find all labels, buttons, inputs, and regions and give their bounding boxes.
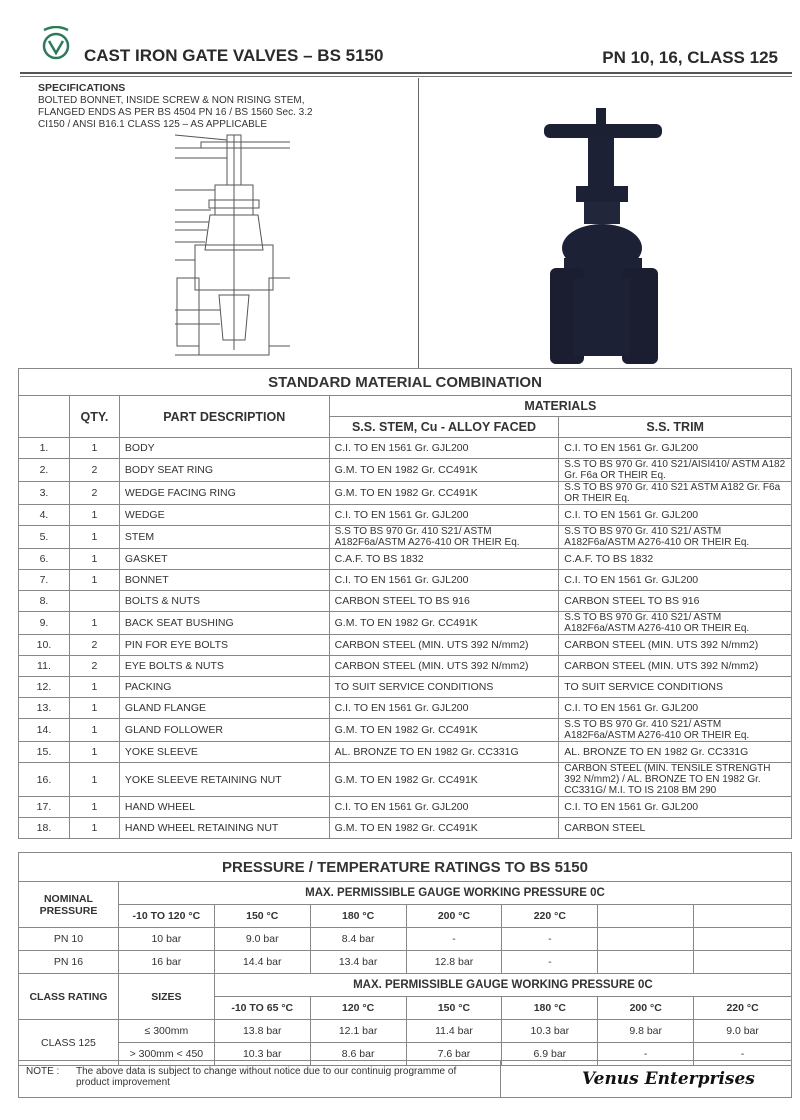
class-value: 9.8 bar <box>598 1020 694 1043</box>
row-ss-trim: C.I. TO EN 1561 Gr. GJL200 <box>559 570 792 591</box>
class-name: CLASS 125 <box>19 1020 119 1066</box>
class-size: > 300mm < 450 <box>118 1043 214 1066</box>
row-number: 7. <box>19 570 70 591</box>
row-qty: 1 <box>69 612 119 635</box>
row-qty: 1 <box>69 818 119 839</box>
row-qty: 1 <box>69 677 119 698</box>
valve-section-drawing <box>165 130 290 365</box>
row-part: GLAND FLANGE <box>119 698 329 719</box>
row-part: WEDGE <box>119 505 329 526</box>
class-temperature-header: 120 °C <box>310 997 406 1020</box>
table-row <box>19 742 792 763</box>
class-value: 11.4 bar <box>406 1020 502 1043</box>
row-qty: 1 <box>69 505 119 526</box>
row-ss-trim: TO SUIT SERVICE CONDITIONS <box>559 677 792 698</box>
row-qty: 2 <box>69 656 119 677</box>
class-value: 12.1 bar <box>310 1020 406 1043</box>
spec-line: BOLTED BONNET, INSIDE SCREW & NON RISING STEM, <box>38 95 305 106</box>
pn-name: PN 16 <box>19 951 119 974</box>
pn-row <box>19 928 792 951</box>
row-ss-trim: S.S TO BS 970 Gr. 410 S21/AISI410/ ASTM A182 Gr. F6a OR THEIR Eq. <box>559 459 792 482</box>
row-ss-stem: G.M. TO EN 1982 Gr. CC491K <box>329 818 559 839</box>
row-number: 2. <box>19 459 70 482</box>
row-ss-stem: CARBON STEEL (MIN. UTS 392 N/mm2) <box>329 656 559 677</box>
class-size: ≤ 300mm <box>118 1020 214 1043</box>
row-ss-trim: C.I. TO EN 1561 Gr. GJL200 <box>559 438 792 459</box>
pn-value: 14.4 bar <box>214 951 310 974</box>
class-value: 10.3 bar <box>502 1020 598 1043</box>
row-part: HAND WHEEL <box>119 797 329 818</box>
table-row <box>19 482 792 505</box>
row-part: GASKET <box>119 549 329 570</box>
row-ss-trim: S.S TO BS 970 Gr. 410 S21/ ASTM A182F6a/ASTM A276-410 OR THEIR Eq. <box>559 526 792 549</box>
materials-header: MATERIALS <box>329 396 791 417</box>
row-qty: 1 <box>69 719 119 742</box>
row-ss-trim: CARBON STEEL (MIN. UTS 392 N/mm2) <box>559 656 792 677</box>
page-title: CAST IRON GATE VALVES – BS 5150 <box>84 46 384 65</box>
header-divider-thin <box>20 76 792 77</box>
class-value: 8.6 bar <box>310 1043 406 1066</box>
vertical-divider <box>418 78 419 368</box>
class-temperature-header: 220 °C <box>694 997 792 1020</box>
class-value: 13.8 bar <box>214 1020 310 1043</box>
row-ss-trim: CARBON STEEL (MIN. TENSILE STRENGTH 392 N/mm2) / AL. BRONZE TO EN 1982 Gr. CC331G/ M.I. TO IS 2108 BM 290 <box>559 763 792 797</box>
pn-temperature-header: 180 °C <box>310 905 406 928</box>
empty-cell <box>694 951 792 974</box>
row-number: 14. <box>19 719 70 742</box>
table-row <box>19 549 792 570</box>
class-value: - <box>694 1043 792 1066</box>
header-divider <box>20 72 792 74</box>
row-part: EYE BOLTS & NUTS <box>119 656 329 677</box>
row-ss-stem: S.S TO BS 970 Gr. 410 S21/ ASTM A182F6a/ASTM A276-410 OR THEIR Eq. <box>329 526 559 549</box>
class-temperature-header: 150 °C <box>406 997 502 1020</box>
row-number: 5. <box>19 526 70 549</box>
row-part: PACKING <box>119 677 329 698</box>
table-row <box>19 719 792 742</box>
pressure-temperature-table <box>18 852 792 1066</box>
pn-rows <box>19 928 792 974</box>
table-row <box>19 612 792 635</box>
row-number: 6. <box>19 549 70 570</box>
note-divider <box>500 1060 501 1098</box>
table-row <box>19 526 792 549</box>
ss-stem-header: S.S. STEM, Cu - ALLOY FACED <box>329 417 559 438</box>
row-ss-trim: CARBON STEEL (MIN. UTS 392 N/mm2) <box>559 635 792 656</box>
sizes-header: SIZES <box>118 974 214 1020</box>
row-ss-stem: C.I. TO EN 1561 Gr. GJL200 <box>329 505 559 526</box>
row-number: 8. <box>19 591 70 612</box>
pressure-class-heading: PN 10, 16, CLASS 125 <box>602 48 778 67</box>
row-qty: 2 <box>69 482 119 505</box>
row-number: 17. <box>19 797 70 818</box>
table-row <box>19 591 792 612</box>
row-ss-stem: C.A.F. TO BS 1832 <box>329 549 559 570</box>
pn-temperature-header: 220 °C <box>502 905 598 928</box>
class-rows <box>19 1020 792 1066</box>
row-part: BODY <box>119 438 329 459</box>
pn-value: 9.0 bar <box>214 928 310 951</box>
class-max-pressure-header: MAX. PERMISSIBLE GAUGE WORKING PRESSURE 0C <box>214 974 791 997</box>
spec-line: CI150 / ANSI B16.1 CLASS 125 – AS APPLICABLE <box>38 119 268 130</box>
material-combination-table <box>18 368 792 839</box>
specifications-heading: SPECIFICATIONS <box>38 82 126 94</box>
pn-value: 10 bar <box>118 928 214 951</box>
table-row <box>19 438 792 459</box>
row-qty: 1 <box>69 763 119 797</box>
row-part: YOKE SLEEVE RETAINING NUT <box>119 763 329 797</box>
row-ss-stem: C.I. TO EN 1561 Gr. GJL200 <box>329 438 559 459</box>
row-qty: 1 <box>69 698 119 719</box>
row-part: GLAND FOLLOWER <box>119 719 329 742</box>
spec-line: FLANGED ENDS AS PER BS 4504 PN 16 / BS 1560 Sec. 3.2 <box>38 107 313 118</box>
pn-value: 12.8 bar <box>406 951 502 974</box>
row-qty: 2 <box>69 459 119 482</box>
empty-cell <box>598 951 694 974</box>
pn-row <box>19 951 792 974</box>
row-number: 10. <box>19 635 70 656</box>
pn-value: 8.4 bar <box>310 928 406 951</box>
row-part: BONNET <box>119 570 329 591</box>
note <box>26 1066 496 1088</box>
row-ss-stem: CARBON STEEL TO BS 916 <box>329 591 559 612</box>
no-header <box>19 396 70 438</box>
class-value: 7.6 bar <box>406 1043 502 1066</box>
pn-max-pressure-header: MAX. PERMISSIBLE GAUGE WORKING PRESSURE 0C <box>118 882 791 905</box>
table-row <box>19 698 792 719</box>
class-value: - <box>598 1043 694 1066</box>
pn-value: - <box>502 951 598 974</box>
row-qty: 1 <box>69 526 119 549</box>
table-row <box>19 763 792 797</box>
table-row <box>19 656 792 677</box>
row-ss-stem: AL. BRONZE TO EN 1982 Gr. CC331G <box>329 742 559 763</box>
empty-cell <box>694 905 792 928</box>
row-ss-trim: C.I. TO EN 1561 Gr. GJL200 <box>559 698 792 719</box>
row-number: 15. <box>19 742 70 763</box>
empty-cell <box>598 928 694 951</box>
empty-cell <box>598 905 694 928</box>
ratings-title: PRESSURE / TEMPERATURE RATINGS TO BS 5150 <box>19 853 792 882</box>
row-ss-stem: C.I. TO EN 1561 Gr. GJL200 <box>329 797 559 818</box>
pn-value: 16 bar <box>118 951 214 974</box>
row-ss-stem: G.M. TO EN 1982 Gr. CC491K <box>329 612 559 635</box>
row-part: PIN FOR EYE BOLTS <box>119 635 329 656</box>
row-ss-stem: CARBON STEEL (MIN. UTS 392 N/mm2) <box>329 635 559 656</box>
class-temperature-header: 180 °C <box>502 997 598 1020</box>
row-ss-trim: C.A.F. TO BS 1832 <box>559 549 792 570</box>
table-row <box>19 459 792 482</box>
material-rows <box>19 438 792 839</box>
pn-value: 13.4 bar <box>310 951 406 974</box>
pn-temperature-header: 200 °C <box>406 905 502 928</box>
class-value: 10.3 bar <box>214 1043 310 1066</box>
valve-product-image <box>540 108 670 370</box>
pn-value: - <box>502 928 598 951</box>
row-part: BACK SEAT BUSHING <box>119 612 329 635</box>
empty-cell <box>694 928 792 951</box>
class-temperature-header: -10 TO 65 °C <box>214 997 310 1020</box>
class-rating-header: CLASS RATING <box>19 974 119 1020</box>
row-ss-trim: S.S TO BS 970 Gr. 410 S21/ ASTM A182F6a/ASTM A276-410 OR THEIR Eq. <box>559 719 792 742</box>
class-temperature-header: 200 °C <box>598 997 694 1020</box>
row-part: YOKE SLEEVE <box>119 742 329 763</box>
row-number: 1. <box>19 438 70 459</box>
row-qty: 1 <box>69 438 119 459</box>
row-ss-stem: G.M. TO EN 1982 Gr. CC491K <box>329 482 559 505</box>
table-row <box>19 635 792 656</box>
pn-temperature-header: 150 °C <box>214 905 310 928</box>
row-part: BODY SEAT RING <box>119 459 329 482</box>
row-number: 3. <box>19 482 70 505</box>
row-ss-stem: C.I. TO EN 1561 Gr. GJL200 <box>329 570 559 591</box>
table-row <box>19 570 792 591</box>
table-row <box>19 797 792 818</box>
pn-temperature-row <box>19 905 792 928</box>
table-row <box>19 505 792 526</box>
row-ss-stem: G.M. TO EN 1982 Gr. CC491K <box>329 459 559 482</box>
pn-value: - <box>406 928 502 951</box>
class-value: 6.9 bar <box>502 1043 598 1066</box>
row-number: 12. <box>19 677 70 698</box>
ss-trim-header: S.S. TRIM <box>559 417 792 438</box>
row-qty: 1 <box>69 742 119 763</box>
row-number: 9. <box>19 612 70 635</box>
row-part: STEM <box>119 526 329 549</box>
row-number: 16. <box>19 763 70 797</box>
row-qty: 1 <box>69 797 119 818</box>
note-label: NOTE : <box>26 1066 60 1077</box>
company-signature: Venus Enterprises <box>582 1069 755 1089</box>
class-row <box>19 1020 792 1043</box>
row-ss-stem: TO SUIT SERVICE CONDITIONS <box>329 677 559 698</box>
pn-name: PN 10 <box>19 928 119 951</box>
row-ss-trim: CARBON STEEL TO BS 916 <box>559 591 792 612</box>
row-number: 4. <box>19 505 70 526</box>
row-part: HAND WHEEL RETAINING NUT <box>119 818 329 839</box>
row-ss-trim: S.S TO BS 970 Gr. 410 S21 ASTM A182 Gr. F6a OR THEIR Eq. <box>559 482 792 505</box>
row-ss-trim: C.I. TO EN 1561 Gr. GJL200 <box>559 797 792 818</box>
row-number: 13. <box>19 698 70 719</box>
specifications-block <box>38 82 313 131</box>
row-qty: 1 <box>69 570 119 591</box>
row-ss-stem: G.M. TO EN 1982 Gr. CC491K <box>329 719 559 742</box>
row-ss-trim: C.I. TO EN 1561 Gr. GJL200 <box>559 505 792 526</box>
row-ss-trim: AL. BRONZE TO EN 1982 Gr. CC331G <box>559 742 792 763</box>
row-ss-trim: S.S TO BS 970 Gr. 410 S21/ ASTM A182F6a/ASTM A276-410 OR THEIR Eq. <box>559 612 792 635</box>
nominal-pressure-header: NOMINAL PRESSURE <box>19 882 119 928</box>
row-part: BOLTS & NUTS <box>119 591 329 612</box>
table-row <box>19 677 792 698</box>
row-number: 11. <box>19 656 70 677</box>
class-value: 9.0 bar <box>694 1020 792 1043</box>
row-qty: 1 <box>69 549 119 570</box>
part-description-header: PART DESCRIPTION <box>119 396 329 438</box>
pn-temperature-header: -10 TO 120 °C <box>118 905 214 928</box>
qty-header: QTY. <box>69 396 119 438</box>
material-table-title: STANDARD MATERIAL COMBINATION <box>19 369 792 396</box>
company-logo <box>40 26 72 62</box>
table-row <box>19 818 792 839</box>
row-ss-stem: C.I. TO EN 1561 Gr. GJL200 <box>329 698 559 719</box>
row-part: WEDGE FACING RING <box>119 482 329 505</box>
row-qty <box>69 591 119 612</box>
row-ss-trim: CARBON STEEL <box>559 818 792 839</box>
row-qty: 2 <box>69 635 119 656</box>
row-ss-stem: G.M. TO EN 1982 Gr. CC491K <box>329 763 559 797</box>
note-text: The above data is subject to change without notice due to our continuig programme of product improvement <box>76 1066 457 1088</box>
row-number: 18. <box>19 818 70 839</box>
